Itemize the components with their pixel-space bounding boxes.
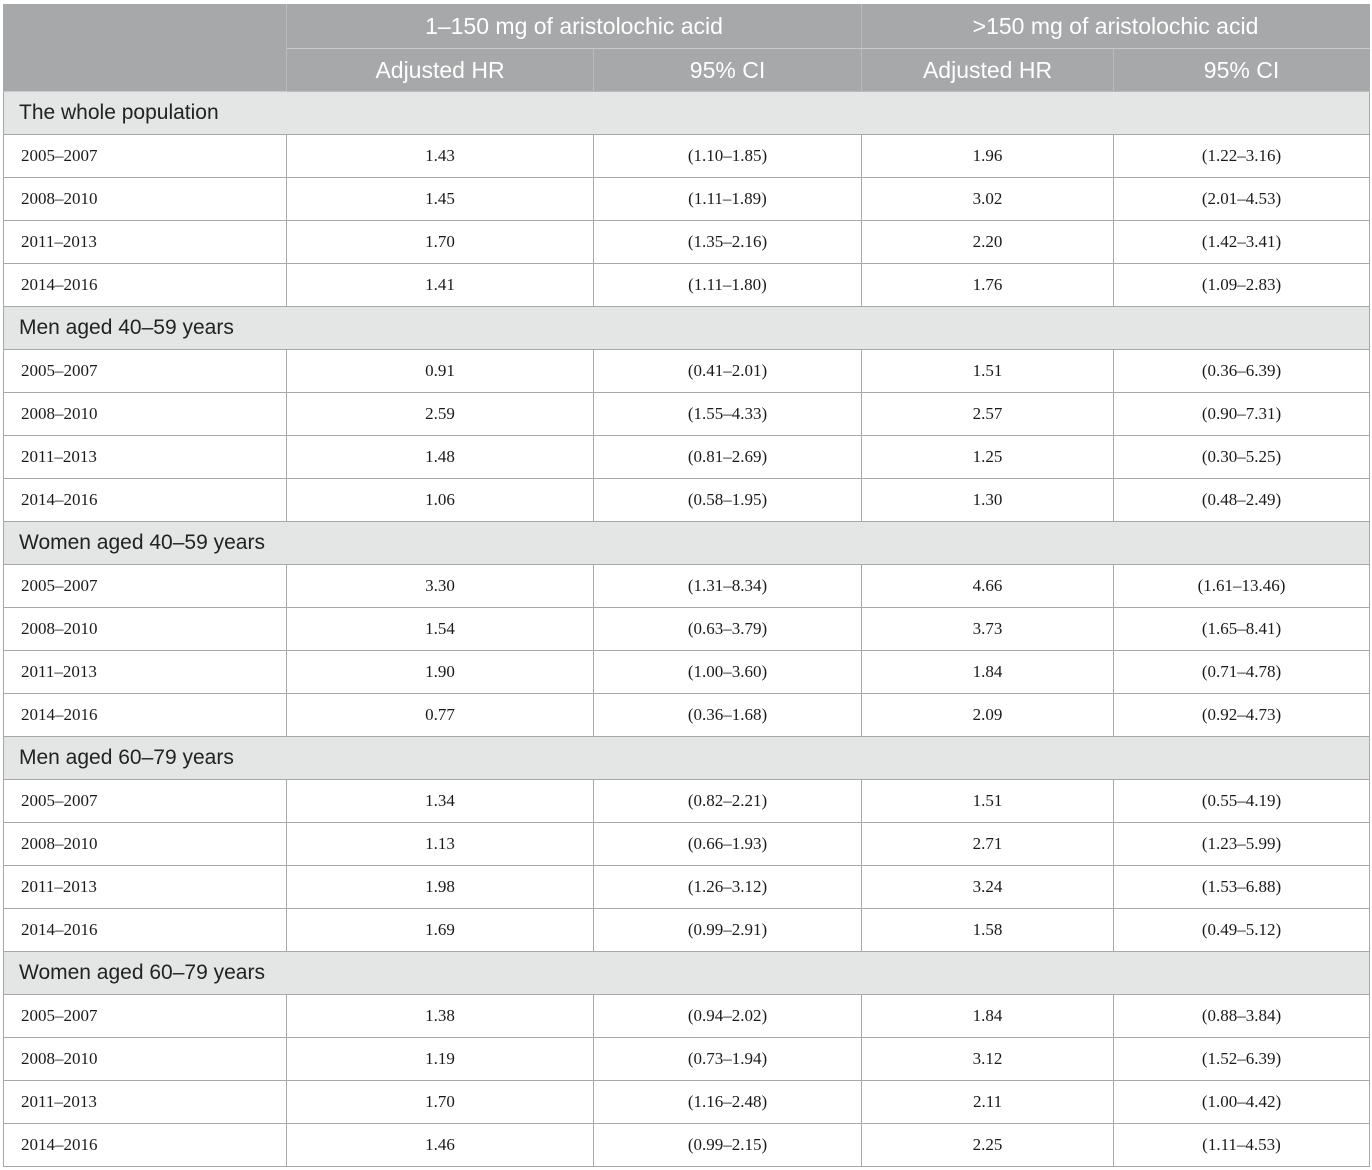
- period-cell: 2014–2016: [4, 909, 287, 952]
- table-row: [4, 780, 1370, 823]
- adjusted-hr-low-cell: 1.19: [287, 1038, 594, 1081]
- period-cell: 2008–2010: [4, 823, 287, 866]
- table-row: [4, 436, 1370, 479]
- table-row: [4, 1124, 1370, 1167]
- section-title: Men aged 60–79 years: [4, 737, 1370, 780]
- table-row: [4, 995, 1370, 1038]
- header-group-low-dose: 1–150 mg of aristolochic acid: [287, 5, 862, 49]
- section-title: Men aged 40–59 years: [4, 307, 1370, 350]
- adjusted-hr-low-cell: 1.69: [287, 909, 594, 952]
- ci-low-cell: (0.94–2.02): [594, 995, 862, 1038]
- period-cell: 2005–2007: [4, 995, 287, 1038]
- adjusted-hr-low-cell: 2.59: [287, 393, 594, 436]
- section-header-row: [4, 952, 1370, 995]
- period-cell: 2005–2007: [4, 565, 287, 608]
- header-adjusted-hr-high: Adjusted HR: [862, 49, 1114, 92]
- ci-low-cell: (1.35–2.16): [594, 221, 862, 264]
- adjusted-hr-low-cell: 3.30: [287, 565, 594, 608]
- adjusted-hr-high-cell: 2.71: [862, 823, 1114, 866]
- ci-high-cell: (1.42–3.41): [1114, 221, 1370, 264]
- table-body: [4, 92, 1370, 1167]
- table-row: [4, 565, 1370, 608]
- table-row: [4, 694, 1370, 737]
- ci-high-cell: (0.71–4.78): [1114, 651, 1370, 694]
- ci-low-cell: (0.81–2.69): [594, 436, 862, 479]
- ci-low-cell: (1.00–3.60): [594, 651, 862, 694]
- table-row: [4, 264, 1370, 307]
- adjusted-hr-low-cell: 1.54: [287, 608, 594, 651]
- adjusted-hr-low-cell: 1.70: [287, 1081, 594, 1124]
- ci-low-cell: (0.73–1.94): [594, 1038, 862, 1081]
- adjusted-hr-high-cell: 2.57: [862, 393, 1114, 436]
- adjusted-hr-high-cell: 1.84: [862, 651, 1114, 694]
- ci-low-cell: (0.99–2.15): [594, 1124, 862, 1167]
- adjusted-hr-high-cell: 2.09: [862, 694, 1114, 737]
- period-cell: 2005–2007: [4, 135, 287, 178]
- header-ci-high: 95% CI: [1114, 49, 1370, 92]
- ci-high-cell: (0.55–4.19): [1114, 780, 1370, 823]
- adjusted-hr-low-cell: 1.48: [287, 436, 594, 479]
- header-ci-low: 95% CI: [594, 49, 862, 92]
- ci-low-cell: (0.82–2.21): [594, 780, 862, 823]
- adjusted-hr-low-cell: 1.06: [287, 479, 594, 522]
- period-cell: 2011–2013: [4, 866, 287, 909]
- adjusted-hr-low-cell: 0.91: [287, 350, 594, 393]
- adjusted-hr-low-cell: 1.70: [287, 221, 594, 264]
- adjusted-hr-high-cell: 1.84: [862, 995, 1114, 1038]
- adjusted-hr-low-cell: 1.46: [287, 1124, 594, 1167]
- ci-low-cell: (1.11–1.80): [594, 264, 862, 307]
- period-cell: 2014–2016: [4, 1124, 287, 1167]
- table-row: [4, 221, 1370, 264]
- ci-high-cell: (0.36–6.39): [1114, 350, 1370, 393]
- adjusted-hr-high-cell: 1.96: [862, 135, 1114, 178]
- table-row: [4, 178, 1370, 221]
- ci-high-cell: (0.88–3.84): [1114, 995, 1370, 1038]
- adjusted-hr-low-cell: 1.98: [287, 866, 594, 909]
- period-cell: 2008–2010: [4, 393, 287, 436]
- ci-low-cell: (1.11–1.89): [594, 178, 862, 221]
- ci-low-cell: (1.16–2.48): [594, 1081, 862, 1124]
- table-row: [4, 393, 1370, 436]
- adjusted-hr-high-cell: 1.51: [862, 350, 1114, 393]
- period-cell: 2008–2010: [4, 608, 287, 651]
- table-row: [4, 135, 1370, 178]
- ci-low-cell: (0.99–2.91): [594, 909, 862, 952]
- section-header-row: [4, 522, 1370, 565]
- adjusted-hr-low-cell: 1.45: [287, 178, 594, 221]
- hazard-ratio-table: [3, 4, 1370, 1167]
- period-cell: 2011–2013: [4, 651, 287, 694]
- section-title: Women aged 40–59 years: [4, 522, 1370, 565]
- adjusted-hr-high-cell: 4.66: [862, 565, 1114, 608]
- ci-low-cell: (1.55–4.33): [594, 393, 862, 436]
- ci-high-cell: (0.49–5.12): [1114, 909, 1370, 952]
- ci-high-cell: (0.48–2.49): [1114, 479, 1370, 522]
- ci-low-cell: (1.31–8.34): [594, 565, 862, 608]
- ci-high-cell: (1.00–4.42): [1114, 1081, 1370, 1124]
- period-cell: 2014–2016: [4, 694, 287, 737]
- table-row: [4, 866, 1370, 909]
- section-title: The whole population: [4, 92, 1370, 135]
- adjusted-hr-low-cell: 0.77: [287, 694, 594, 737]
- adjusted-hr-low-cell: 1.13: [287, 823, 594, 866]
- adjusted-hr-high-cell: 3.02: [862, 178, 1114, 221]
- adjusted-hr-high-cell: 1.51: [862, 780, 1114, 823]
- table-row: [4, 350, 1370, 393]
- ci-high-cell: (1.65–8.41): [1114, 608, 1370, 651]
- section-title: Women aged 60–79 years: [4, 952, 1370, 995]
- adjusted-hr-high-cell: 1.25: [862, 436, 1114, 479]
- adjusted-hr-high-cell: 2.20: [862, 221, 1114, 264]
- table-row: [4, 479, 1370, 522]
- table-row: [4, 1038, 1370, 1081]
- period-cell: 2005–2007: [4, 350, 287, 393]
- period-cell: 2011–2013: [4, 436, 287, 479]
- ci-high-cell: (0.90–7.31): [1114, 393, 1370, 436]
- adjusted-hr-high-cell: 1.58: [862, 909, 1114, 952]
- period-cell: 2005–2007: [4, 780, 287, 823]
- table-row: [4, 608, 1370, 651]
- table-row: [4, 651, 1370, 694]
- ci-high-cell: (1.23–5.99): [1114, 823, 1370, 866]
- header-group-high-dose: >150 mg of aristolochic acid: [862, 5, 1370, 49]
- period-cell: 2011–2013: [4, 1081, 287, 1124]
- ci-low-cell: (1.10–1.85): [594, 135, 862, 178]
- adjusted-hr-high-cell: 2.11: [862, 1081, 1114, 1124]
- ci-low-cell: (0.66–1.93): [594, 823, 862, 866]
- header-adjusted-hr-low: Adjusted HR: [287, 49, 594, 92]
- ci-high-cell: (2.01–4.53): [1114, 178, 1370, 221]
- table-header: [4, 5, 1370, 92]
- header-row-groups: [4, 5, 1370, 49]
- ci-high-cell: (0.30–5.25): [1114, 436, 1370, 479]
- period-cell: 2014–2016: [4, 479, 287, 522]
- section-header-row: [4, 92, 1370, 135]
- ci-low-cell: (0.58–1.95): [594, 479, 862, 522]
- period-cell: 2008–2010: [4, 178, 287, 221]
- header-corner-cell: [4, 5, 287, 92]
- period-cell: 2014–2016: [4, 264, 287, 307]
- ci-high-cell: (1.53–6.88): [1114, 866, 1370, 909]
- adjusted-hr-low-cell: 1.34: [287, 780, 594, 823]
- ci-high-cell: (1.22–3.16): [1114, 135, 1370, 178]
- adjusted-hr-low-cell: 1.41: [287, 264, 594, 307]
- table-row: [4, 1081, 1370, 1124]
- ci-high-cell: (1.52–6.39): [1114, 1038, 1370, 1081]
- adjusted-hr-low-cell: 1.38: [287, 995, 594, 1038]
- adjusted-hr-high-cell: 3.12: [862, 1038, 1114, 1081]
- section-header-row: [4, 307, 1370, 350]
- period-cell: 2011–2013: [4, 221, 287, 264]
- ci-high-cell: (1.11–4.53): [1114, 1124, 1370, 1167]
- ci-low-cell: (0.36–1.68): [594, 694, 862, 737]
- adjusted-hr-high-cell: 3.73: [862, 608, 1114, 651]
- ci-low-cell: (1.26–3.12): [594, 866, 862, 909]
- table-row: [4, 909, 1370, 952]
- adjusted-hr-high-cell: 1.30: [862, 479, 1114, 522]
- adjusted-hr-high-cell: 2.25: [862, 1124, 1114, 1167]
- ci-high-cell: (1.09–2.83): [1114, 264, 1370, 307]
- ci-high-cell: (0.92–4.73): [1114, 694, 1370, 737]
- ci-high-cell: (1.61–13.46): [1114, 565, 1370, 608]
- section-header-row: [4, 737, 1370, 780]
- adjusted-hr-low-cell: 1.43: [287, 135, 594, 178]
- ci-low-cell: (0.63–3.79): [594, 608, 862, 651]
- adjusted-hr-low-cell: 1.90: [287, 651, 594, 694]
- ci-low-cell: (0.41–2.01): [594, 350, 862, 393]
- period-cell: 2008–2010: [4, 1038, 287, 1081]
- adjusted-hr-high-cell: 3.24: [862, 866, 1114, 909]
- adjusted-hr-high-cell: 1.76: [862, 264, 1114, 307]
- table-row: [4, 823, 1370, 866]
